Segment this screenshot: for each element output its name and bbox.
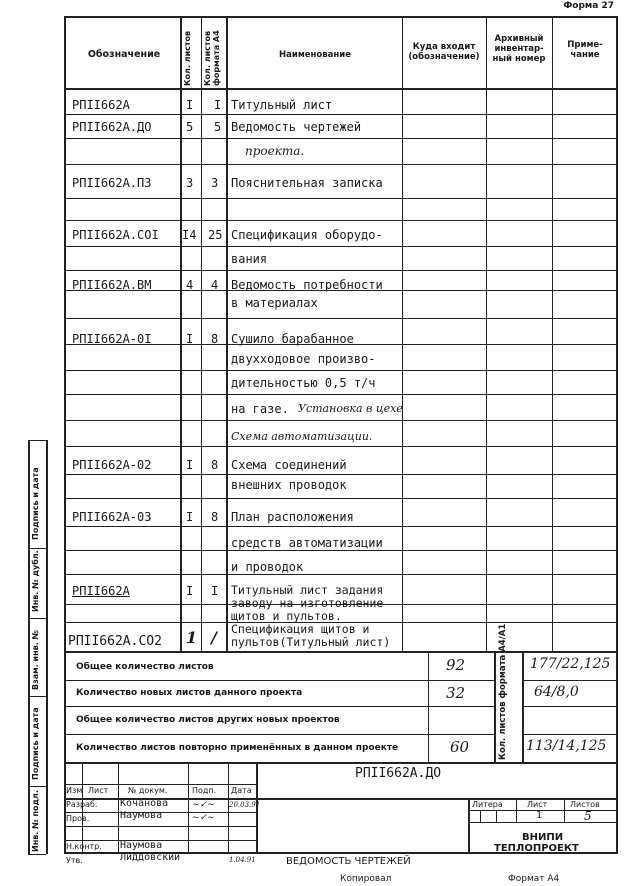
side-stamp-replaced-inv: Взам. инв. №	[31, 629, 40, 690]
row-code: РПII662А-03	[72, 510, 152, 524]
new-sheets-value: 32	[446, 684, 466, 702]
row-sheets: I	[186, 458, 194, 472]
row-name-cont: пультов(Титульный лист)	[231, 635, 391, 649]
col-doc: № докум.	[128, 786, 168, 795]
total-sheets-value: 92	[446, 656, 466, 674]
row-a4: 4	[211, 278, 219, 292]
title-doc-code: РПII662А.ДО	[355, 766, 442, 781]
row-a4: 8	[211, 458, 219, 472]
row-name: Схема соединений	[231, 458, 347, 472]
row-sheets: I	[186, 510, 194, 524]
row-line	[64, 318, 618, 319]
row-name: Спецификация щитов и	[231, 622, 370, 636]
row-line	[64, 198, 618, 199]
row-name-cont: внешних проводок	[231, 478, 347, 492]
signature-checker: ~✓~	[192, 813, 215, 823]
row-a4: 8	[211, 510, 219, 524]
date-developer: 20.03.91	[229, 801, 261, 809]
reused-value: 60	[450, 738, 470, 756]
row-line	[64, 138, 618, 139]
row-code: РПII662А.ПЗ	[72, 176, 152, 190]
row-line	[64, 574, 618, 575]
side-stamp-orig-inv: Инв. № подл.	[31, 790, 40, 852]
row-name: План расположения	[231, 510, 354, 524]
row-code: РПII662А.СОI	[72, 228, 159, 242]
header-note: Приме-чание	[567, 40, 603, 60]
litera-label: Литера	[472, 800, 503, 809]
row-a4: I	[211, 584, 219, 598]
header-archive-no: Архивный инвентар-ный номер	[492, 34, 546, 64]
total-sheets-a4: 177/22,125	[530, 656, 611, 672]
row-name: Титульный лист	[231, 98, 333, 112]
side-stamp-sign-date-2: Подпись и дата	[31, 707, 40, 780]
other-new-label: Общее количество листов других новых проектов	[76, 715, 340, 725]
sheet-value: 1	[536, 810, 543, 821]
row-sheets: I	[186, 332, 194, 346]
row-name-cont: двухходовое произво-	[231, 352, 376, 366]
row-sheets: 4	[186, 278, 194, 292]
row-line	[64, 370, 618, 371]
row-code: РПII662А-0I	[72, 332, 152, 346]
row-code: РПII662А	[72, 98, 130, 112]
row-a4: 25	[208, 228, 223, 242]
role-checker: Пров.	[66, 814, 90, 823]
row-sheets: I4	[182, 228, 197, 242]
row-name: Спецификация оборудо-	[231, 228, 383, 242]
col-list: Лист	[88, 786, 109, 795]
header-name: Наименование	[279, 50, 351, 60]
row-name: Сушило барабанное	[231, 332, 354, 346]
header-sheet-count: Кол. листов	[183, 30, 192, 86]
row-line	[64, 526, 618, 527]
sheets-label: Листов	[570, 800, 600, 809]
row-line	[64, 270, 618, 271]
signature-developer: ~✓~	[192, 800, 215, 810]
total-sheets-label: Общее количество листов	[76, 662, 214, 672]
row-a4: I	[214, 98, 222, 112]
name-norm-control: Наумова	[120, 840, 163, 851]
name-checker: Наумова	[120, 810, 163, 821]
row-code: РПII662А.ДО	[72, 120, 152, 134]
doc-title: ВЕДОМОСТЬ ЧЕРТЕЖЕЙ	[286, 856, 411, 867]
row-sheets: 5	[186, 120, 194, 134]
reused-a4: 113/14,125	[526, 738, 607, 754]
row-code: РПII662А.ВМ	[72, 278, 152, 292]
row-handwritten: Установка в цехе	[298, 402, 403, 415]
col-sign: Подп.	[192, 786, 217, 795]
row-line	[64, 394, 618, 395]
org-name-2: ТЕПЛОПРОЕКТ	[494, 843, 579, 854]
row-name: Титульный лист задания	[231, 583, 384, 597]
new-sheets-label: Количество новых листов данного проекта	[76, 688, 303, 698]
row-name-cont: в материалах	[231, 296, 318, 310]
name-developer: Кочанова	[120, 798, 169, 809]
row-name-cont: щитов и пультов.	[231, 609, 342, 623]
col-izm: Изм	[66, 786, 83, 795]
row-sheets: 1	[186, 628, 198, 647]
row-line	[64, 446, 618, 447]
col-date: Дата	[231, 786, 252, 795]
row-name-cont: дительностью 0,5 т/ч	[231, 376, 376, 390]
row-a4: 5	[214, 120, 222, 134]
row-line	[64, 164, 618, 165]
sheet-label: Лист	[527, 800, 548, 809]
date-approved: 1.04.91	[229, 856, 256, 864]
row-name: Ведомость потребности	[231, 278, 383, 292]
side-stamp-dup-inv: Инв. № дубл.	[31, 550, 40, 612]
row-a4: /	[211, 628, 217, 647]
row-sheets: 3	[186, 176, 194, 190]
row-line	[64, 474, 618, 475]
row-line	[64, 550, 618, 551]
role-norm-control: Н.контр.	[66, 842, 102, 851]
row-name: Пояснительная записка	[231, 176, 383, 190]
row-name-cont: и проводок	[231, 560, 304, 574]
row-code: РПII662А	[72, 584, 130, 598]
row-sheets: I	[186, 98, 194, 112]
side-stamp-sign-date: Подпись и дата	[31, 467, 40, 540]
row-name-cont: на газе.	[231, 402, 289, 416]
row-a4: 3	[211, 176, 219, 190]
row-name: Ведомость чертежей	[231, 120, 362, 134]
header-a4-count: Кол. листов формата А4	[203, 30, 221, 86]
role-developer: Разраб.	[66, 800, 98, 809]
row-a4: 8	[211, 332, 219, 346]
row-handwritten: проекта.	[245, 144, 305, 158]
row-line	[64, 114, 618, 115]
row-line	[64, 420, 618, 421]
row-name-cont: заводу на изготовление	[231, 596, 384, 610]
new-sheets-a4: 64/8,0	[534, 684, 579, 700]
row-name-cont: вания	[231, 252, 268, 266]
row-line	[64, 498, 618, 499]
org-name-1: ВНИПИ	[522, 832, 564, 843]
row-name-cont: средств автоматизации	[231, 536, 383, 550]
row-line	[64, 246, 618, 247]
sheets-value: 5	[584, 809, 592, 823]
row-code: РПII662А.СО2	[68, 634, 162, 649]
footer-copied: Копировал	[340, 874, 392, 884]
form-label: Форма 27	[563, 1, 614, 11]
row-line	[64, 220, 618, 221]
a4-vertical-label: Кол. листов формата А4/А1	[498, 623, 508, 760]
row-code: РПII662А-02	[72, 458, 152, 472]
row-sheets: I	[186, 584, 194, 598]
row-handwritten: Схема автоматизации.	[231, 430, 373, 443]
footer-format: Формат А4	[508, 874, 560, 884]
header-designation: Обозначение	[87, 49, 161, 60]
header-included-in: Куда входит (обозначение)	[408, 42, 480, 62]
name-approved: Лиддовский	[120, 852, 181, 863]
reused-label: Количество листов повторно применённых в данном проекте	[76, 743, 399, 753]
role-approved: Утв.	[66, 856, 83, 865]
